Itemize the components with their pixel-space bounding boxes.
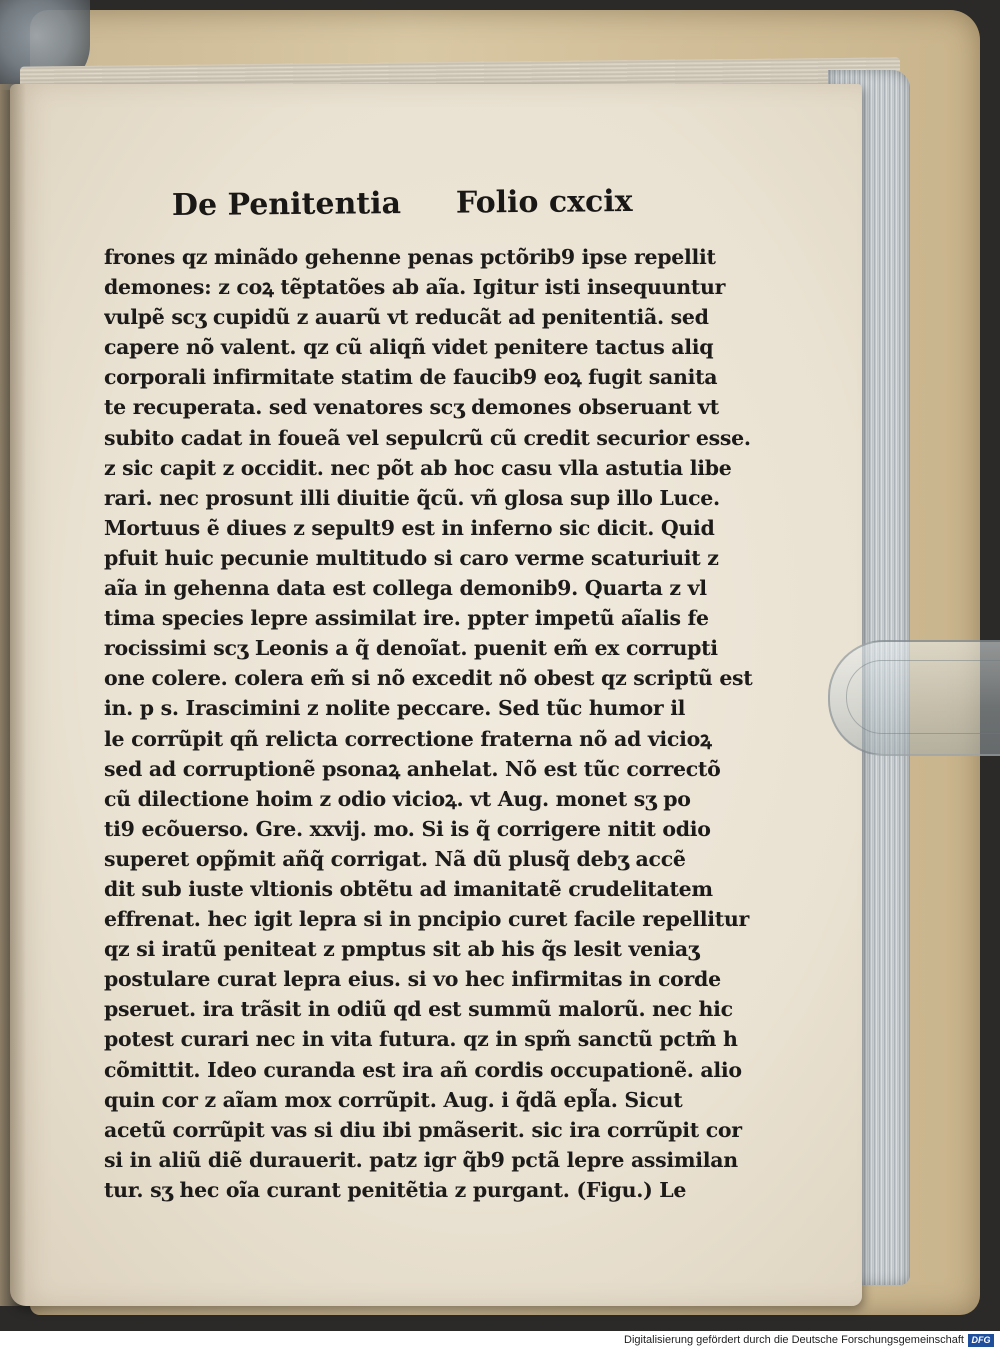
text-line: frones qz minãdo gehenne penas pctõrib9 ipse repellit	[104, 245, 716, 269]
text-line: vulpẽ scʒ cupidũ z auarũ vt reducãt ad penitentiã. sed	[104, 305, 709, 330]
text-line: demones: z coꝝ tẽptatões ab aĩa. Igitur isti insequuntur	[104, 275, 726, 300]
text-line: one colere. colera em̃ si nõ excedit nõ obest qz scriptũ est	[104, 666, 753, 691]
text-line: tur. sʒ hec oĩa curant penitẽtia z purgant. (Figu.) Le	[104, 1177, 687, 1202]
body-text	[104, 242, 764, 1205]
text-line: aĩa in gehenna data est collega demonib9. Quarta z vl	[104, 576, 707, 601]
text-line: sed ad corruptionẽ psonaꝝ anhelat. Nõ est tũc correctõ	[104, 756, 721, 781]
text-line: potest curari nec in vita futura. qz in spm̃ sanctũ pctm̃ h	[104, 1027, 738, 1052]
text-line: pfuit huic pecunie multitudo si caro verme scaturiuit z	[104, 545, 719, 570]
book-clip-inner	[846, 660, 1000, 734]
text-line: dit sub iuste vltionis obtẽtu ad imanitatẽ crudelitatem	[104, 876, 713, 901]
text-line: in. p s. Irascimini z nolite peccare. Sed tũc humor il	[104, 696, 686, 721]
text-line: corporali infirmitate statim de faucib9 eoꝝ fugit sanita	[104, 365, 718, 390]
text-line: subito cadat in foueã vel sepulcrũ cũ credit securior esse.	[104, 425, 751, 450]
text-line: si in aliũ diẽ durauerit. patz igr q̃b9 pctã lepre assimilan	[104, 1147, 738, 1172]
text-line: quin cor z aĩam mox corrũpit. Aug. i q̃dã epl̃a. Sicut	[104, 1087, 683, 1112]
text-line: z sic capit z occidit. nec põt ab hoc casu vlla astutia libe	[104, 455, 732, 480]
text-line: cõmittit. Ideo curanda est ira añ cordis occupationẽ. alio	[104, 1057, 742, 1082]
text-line: rari. nec prosunt illi diuitie q̃cũ. vñ glosa sup illo Luce.	[104, 485, 720, 510]
text-line: acetũ corrũpit vas si diu ibi pmãserit. sic ira corrũpit cor	[104, 1117, 742, 1142]
footer-credit: Digitalisierung gefördert durch die Deutsche Forschungsgemeinschaft	[624, 1334, 964, 1346]
text-line: rocissimi scʒ Leonis a q̃ denoĩat. puenit em̃ ex corrupti	[104, 636, 718, 661]
text-line: effrenat. hec igit lepra si in pncipio curet facile repellitur	[104, 907, 749, 932]
text-line: te recuperata. sed venatores scʒ demones obseruant vt	[104, 395, 719, 420]
text-line: Mortuus ẽ diues z sepult9 est in inferno sic dicit. Quid	[104, 515, 715, 540]
text-line: ti9 ecõuerso. Gre. xxvij. mo. Si is q̃ corrigere nitit odio	[104, 816, 711, 841]
dfg-logo: DFG	[968, 1334, 994, 1347]
running-head	[172, 184, 642, 232]
folio-number: Folio cxcix	[455, 184, 633, 221]
text-line: superet opp̃mit añq̃ corrigat. Nã dũ plusq̃ debʒ accẽ	[104, 846, 686, 871]
text-line: qz si iratũ peniteat z pmptus sit ab his q̃s lesit veniaʒ	[104, 937, 700, 962]
running-head-title: De Penitentia	[171, 186, 402, 224]
text-line: cũ dilectione hoim z odio vicioꝝ. vt Aug. monet sʒ po	[104, 786, 691, 811]
text-line: tima species lepre assimilat ire. ppter impetũ aĩalis fe	[104, 606, 709, 631]
text-line: pseruet. ira trãsit in odiũ qd est summũ malorũ. nec hic	[104, 997, 733, 1022]
text-line: postulare curat lepra eius. si vo hec infirmitas in corde	[104, 967, 721, 992]
gutter-shadow	[0, 84, 26, 1306]
text-line: le corrũpit qñ relicta correctione fraterna nõ ad vicioꝝ	[104, 726, 712, 751]
text-line: capere nõ valent. qz cũ aliqñ videt penitere tactus aliq	[104, 335, 714, 360]
